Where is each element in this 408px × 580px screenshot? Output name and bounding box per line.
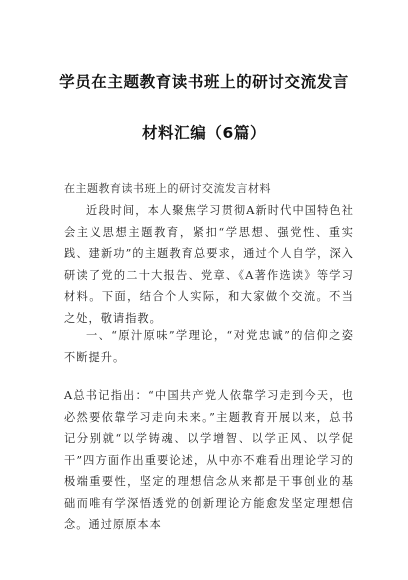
document-subtitle: 在主题教育读书班上的研讨交流发言材料 [64,182,271,195]
document-title-line2: 材料汇编（6篇） [141,124,267,142]
body-paragraph-1: 近段时间，本人聚焦学习贯彻A新时代中国特色社会主义思想主题教育，紧扣“学思想、强党性、重实践、建新功”的主题教育总要求，通过个人自学，深入研读了党的二十大报告、党章、《A著作选读》等学习材料。下面，结合个人实际，和大家做个交流。不当之处，敬请指教。 [64,204,354,325]
document-title-line1: 学员在主题教育读书班上的研讨交流发言 [59,73,349,91]
section-heading-1: 一、“原汁原味”学理论，“对党忠诚”的信仰之姿不断提升。 [64,329,354,364]
body-paragraph-2: A总书记指出：“中国共产党人依靠学习走到今天，也必然要依靠学习走向未来。”主题教育开展以来，总书记分别就“以学铸魂、以学增智、以学正风、以学促干”四方面作出重要论述，从中亦不难看出理论学习的极端重要性，坚定的理想信念从来都是干事创业的基础而唯有学深悟透党的创新理论方能愈发坚定理想信念。通过原原本本 [64,389,354,531]
